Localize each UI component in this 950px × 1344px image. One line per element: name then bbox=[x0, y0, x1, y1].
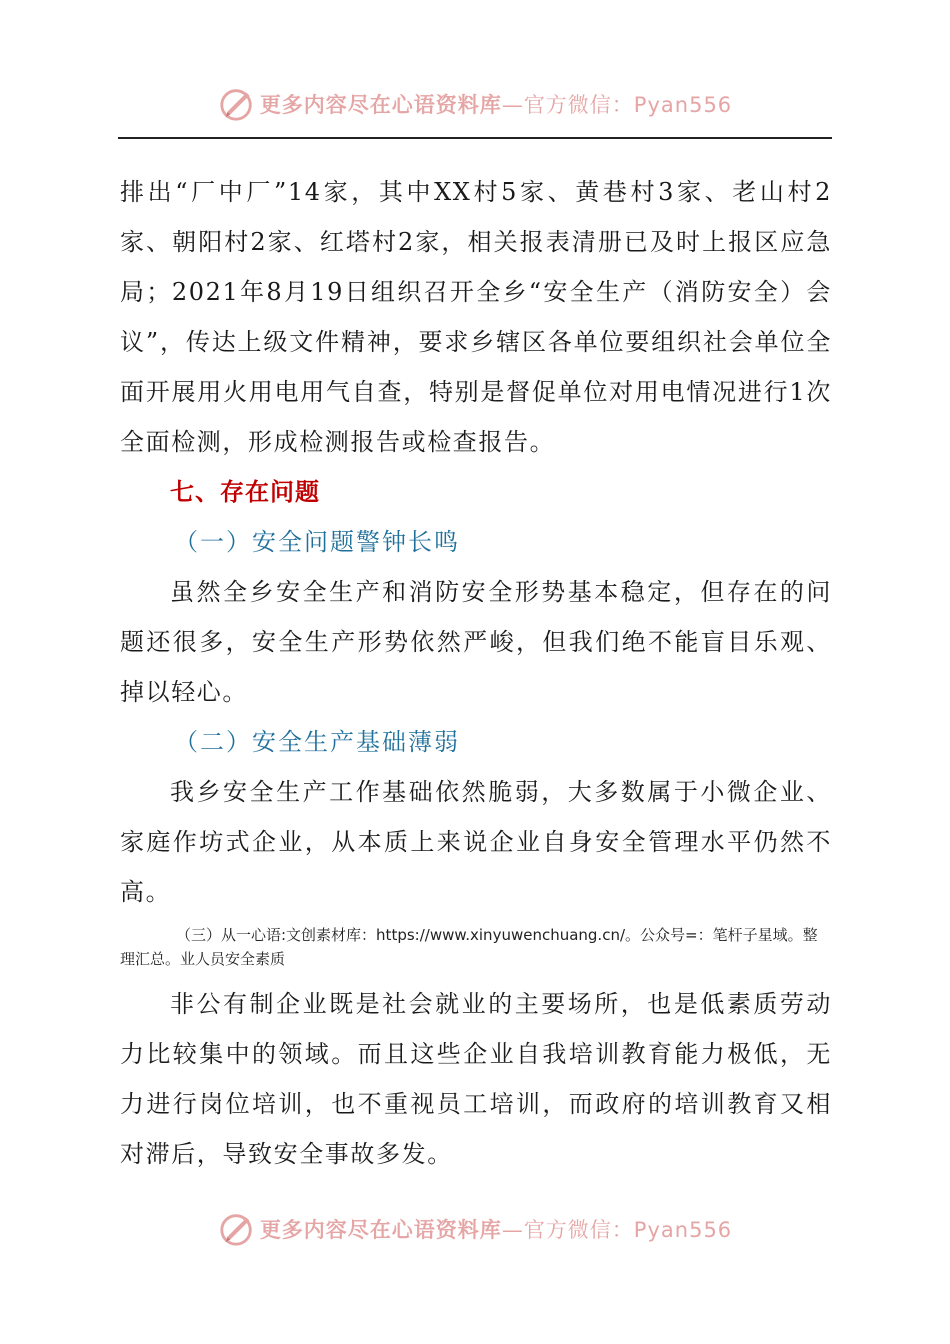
header-banner bbox=[0, 81, 950, 127]
source-note: （三）从一心语:文创素材库：https://www.xinyuwenchuang.cn/。公众号=：笔杆子星域。整理汇总。业人员安全素质 bbox=[120, 926, 818, 968]
subheading-1: （一）安全问题警钟长鸣 bbox=[174, 528, 460, 556]
paragraph-1: 排出“厂中厂”14家，其中XX村5家、黄巷村3家、老山村2家、朝阳村2家、红塔村2家，相关报表清册已及时上报区应急局；2021年8月19日组织召开全乡“安全生产（消防安全）会议”，传达上级文件精神，要求乡辖区各单位要组织社会单位全面开展用火用电用气自查，特别是督促单位对用电情况进行1次全面检测，形成检测报告或检查报告。 bbox=[120, 178, 832, 456]
banner-text: 更多内容尽在心语资料库—官方微信：Pyan556 bbox=[259, 1218, 733, 1242]
document-body bbox=[120, 167, 832, 1179]
paragraph-4: 非公有制企业既是社会就业的主要场所，也是低素质劳动力比较集中的领域。而且这些企业自我培训教育能力极低，无力进行岗位培训，也不重视员工培训，而政府的培训教育又相对滞后，导致安全事故多发。 bbox=[120, 990, 832, 1168]
paragraph-3: 我乡安全生产工作基础依然脆弱，大多数属于小微企业、家庭作坊式企业，从本质上来说企业自身安全管理水平仍然不高。 bbox=[120, 778, 832, 906]
footer-banner bbox=[0, 1206, 950, 1252]
banner-text: 更多内容尽在心语资料库—官方微信：Pyan556 bbox=[259, 93, 733, 117]
section-heading-7: 七、存在问题 bbox=[170, 478, 320, 506]
pen-logo-icon bbox=[218, 85, 256, 123]
header-divider bbox=[118, 137, 832, 139]
pen-logo-icon bbox=[218, 1210, 256, 1248]
subheading-2: （二）安全生产基础薄弱 bbox=[174, 728, 460, 756]
paragraph-2: 虽然全乡安全生产和消防安全形势基本稳定，但存在的问题还很多，安全生产形势依然严峻，但我们绝不能盲目乐观、掉以轻心。 bbox=[120, 578, 832, 706]
